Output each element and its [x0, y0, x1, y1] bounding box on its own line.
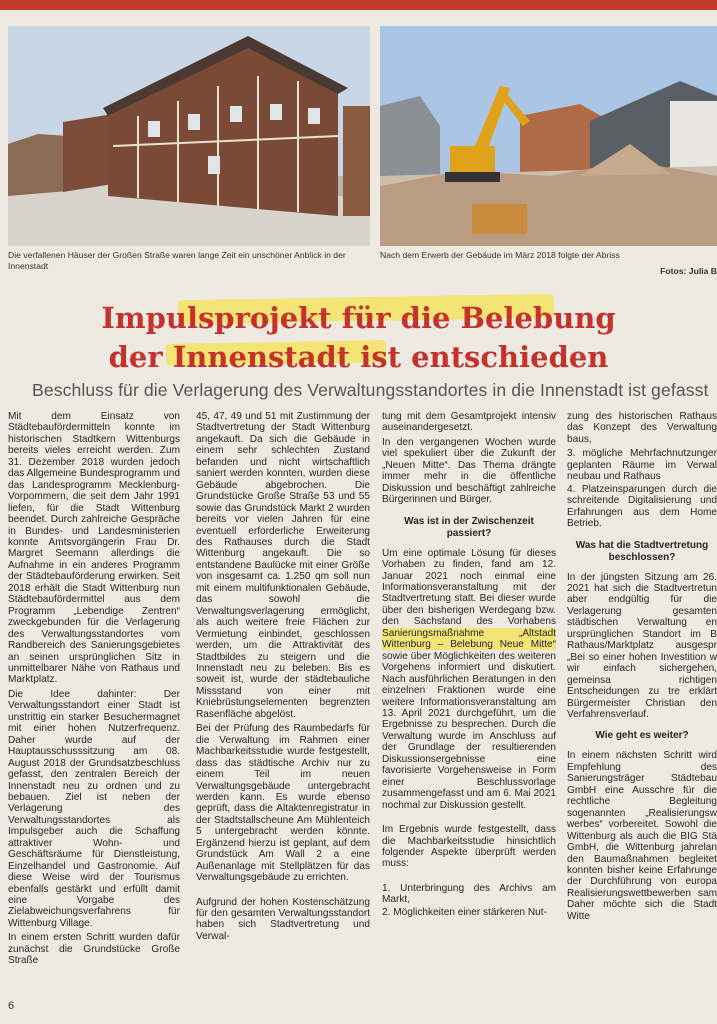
article-column-1: [8, 411, 180, 970]
paragraph: Mit dem Einsatz von Städtebaufördermitteln konnte im historischen Stadtkern Wittenburgs bereits vieles erreicht werden. Zum 31. Dezember 2018 wurden jedoch das Allgemeine Bundesprogramm und das Landesprogramm Mecklenburg-Vorpommern, die seit dem Jahr 1991 liefen, für die Stadt Wittenburg beendet. Durch zahlreiche Gespräche in Bundes- und Landesministerien konnte Amtsvorgängerin Frau Dr. Margret Seemann allerdings die Aufnahme in ein anderes Programm der Städtebauförderung erwirken. Seit 2018 erhält die Stadt Wittenburg nun Städtebaufördermittel aus dem Programm „Lebendige Zentren“ zweckgebunden für die Verlagerung des Verwaltungsstandortes vom Randbereich des Sanierungsgebietes an seinen ursprünglichen Sitz in unmittelbarer Nähe von Rathaus und Marktplatz.: [8, 411, 180, 686]
list-item: 3. mögliche Mehrfachnutzunger geplanten Räume im Verwal neubau und Rathaus: [567, 448, 717, 483]
article-column-4: [567, 411, 717, 925]
highlighted-text: Sanierungsmaßnahme „Altstadt Wittenburg – Belebung Neue Mitte“: [382, 627, 556, 651]
photo-demolition-image: [380, 26, 717, 246]
photo-demolition-caption: Nach dem Erwerb der Gebäude im März 2018 folgte der Abriss: [380, 250, 620, 260]
paragraph: Die Idee dahinter: Der Verwaltungsstandort einer Stadt ist unstrittig ein starker Besuchermagnet mit einer hohen Nutzerfrequenz. Daher wurde auf der Hauptausschusssitzung am 08. August 2018 der Grundsatzbeschluss gefasst, den zentralen Bereich der Innenstadt neu zu ordnen und zu bebauen. Ziel ist neben der Verlagerung des Verwaltungsstandortes als Impulsgeber auch die Schaffung attraktiver Wohn- und Geschäftsräume für Dienstleistung, Einzelhandel und Gastronomie. Auf diese Weise wird der Tourismus ebenfalls gestärkt und erfüllt damit eine Vorgabe des Zielabweichungsverfahrens für Wittenburg Village.: [8, 688, 180, 929]
page-header-strip: [0, 0, 717, 10]
photo-credit: Fotos: Julia B: [660, 266, 717, 276]
photo-demolition: [380, 26, 717, 246]
aspect-list: [567, 448, 717, 529]
aspect-list: [382, 883, 556, 918]
paragraph-text: Um eine optimale Lösung für dieses Vorhaben zu finden, fand am 12. Januar 2021 noch einmal eine Informationsveranstaltung mit der Stadtvertretung statt. Bei dieser wurde über den bisherigen Werdegang bzw. den Sachstand des Vorhabens: [382, 547, 556, 628]
paragraph: zung des historischen Rathaus das Konzept des Verwaltung baus,: [567, 411, 717, 445]
paragraph: [382, 548, 556, 811]
list-item: 2. Möglichkeiten einer stärkeren Nut-: [382, 906, 547, 918]
page-number: 6: [8, 1000, 15, 1012]
paragraph: In einem nächsten Schritt wird Empfehlung des Sanierungsträger Städtebau GmbH eine Ausschre für die rechtliche Begleitung sogenannten „Realisierungsw werbes“ vorbereitet. Sowohl die Wittenburg als auch die BIG Stä GmbH, die Wittenburg jahrelan den Baumaßnahmen begleitet konnten bisher keine Erfahrunge der Durchführung von europa Realisierungswettbewerben sam Daher möchte sich die Stadt Witte: [567, 750, 717, 922]
paragraph: 45, 47, 49 und 51 mit Zustimmung der Stadtvertretung der Stadt Wittenburg angekauft. Da sich die Gebäude in einem sehr schlechten Zustand befanden und nicht wirtschaftlich saniert werden konnten, wurden diese Gebäude abgebrochen. Die Grundstücke Große Straße 53 und 55 sowie das Grundstück Markt 2 wurden bereits vor vielen Jahren für eine eventuell erforderliche Erweiterung des Rathauses durch die Stadt Wittenburg angekauft. Die so entstandene Baulücke mit einer Größe von insgesamt ca. 1.250 qm soll nun mit einem multifunktionalen Gebäude, das sowohl die Verwaltungsverlagerung ermöglicht, als auch weitere freie Flächen zur Vermietung einbindet, geschlossen werden, um die Attraktivität des Stadtbildes zu steigern und die Innenstadt neu zu beleben. Bis es soweit ist, wurde der städtebauliche Missstand von einer mit Kniebrüstungselementen begrenzten Rasenfläche abgelöst.: [196, 411, 370, 720]
section-heading: Was hat die Stadtvertretung beschlossen?: [575, 539, 709, 563]
section-heading: Wie geht es weiter?: [595, 730, 689, 742]
paragraph: Aufgrund der hohen Kostenschätzung für den gesamten Verwaltungsstandort haben sich Stadtvertretung und Verwal-: [196, 896, 370, 942]
list-item: 4. Platzeinsparungen durch die schreitende Digitalisierung und Erfahrungen aus dem Home Betrieb.: [567, 483, 717, 530]
list-item: 1. Unterbringung des Archivs am Markt,: [382, 882, 556, 906]
article-subtitle: Beschluss für die Verlagerung des Verwaltungsstandortes in die Innenstadt ist gefasst: [32, 380, 709, 400]
paragraph-text: sowie über Möglichkeiten des weiteren Vorgehens informiert und diskutiert. Nach ausführlichen Beratungen in den einzelnen Fraktionen wurde eine weitere Informationsveranstaltung am 13. April 2021 durchgeführt, um die Ergebnisse zu besprechen. Durch die Verwaltung wurde im Anschluss auf der Grundlage der resultierenden Diskussionsergebnisse eine favorisierte Vorgehensweise in Form einer Beschlussvorlage zusammengefasst und am 6. Mai 2021 nochmal zur Diskussion gestellt.: [382, 650, 556, 811]
headline-line-2: der Innenstadt ist entschieden: [108, 340, 609, 374]
photo-old-houses-caption: Die verfallenen Häuser der Großen Straße waren lange Zeit ein unschöner Anblick in der Innenstadt: [8, 250, 346, 271]
paragraph: Im Ergebnis wurde festgestellt, dass die Machbarkeitsstudie hinsichtlich folgender Aspekte überprüft werden muss:: [382, 824, 556, 870]
photo-old-houses-image: [8, 26, 370, 246]
article-column-2: [196, 411, 370, 945]
paragraph: In der jüngsten Sitzung am 26. 2021 hat sich die Stadtvertretun aber endgültig für die Verlagerung gesamten städtischen Verwaltung en ursprünglichen Standort im B Rathaus/Marktplatz ausgespr „Bei so einer hohen Investition w wir einfach sichergehen, gemeinsa richtigen Entscheidungen zu tre erklärt Bürgermeister Christian den Verfahrensverlauf.: [567, 571, 717, 720]
photo-old-houses: [8, 26, 370, 246]
headline-line-1: Impulsprojekt für die Belebung: [101, 301, 616, 335]
paragraph: In den vergangenen Wochen wurde viel spekuliert über die Zukunft der „Neuen Mitte“. Das Thema drängte immer mehr in die öffentliche Diskussion und beschäftigt zahlreiche Bürgerinnen und Bürger.: [382, 436, 556, 506]
paragraph: In einem ersten Schritt wurden dafür zunächst die Grundstücke Große Straße: [8, 932, 180, 967]
paragraph: Bei der Prüfung des Raumbedarfs für die Verwaltung im Rahmen einer Machbarkeitsstudie wurde festgestellt, dass das städtische Archiv nur zu einem Teil im neuen Verwaltungsgebäude untergebracht werden kann. Es wurde ebenso geprüft, dass die Altaktenregistratur in der Stadtstallscheune Am Mühlenteich 5 untergebracht werden könnte. Ergänzend hierzu ist geplant, auf dem Grundstück Am Wall 2 a eine Außenanlage mit Stellplätzen für das Verwaltungsgebäude zu errichten.: [196, 723, 370, 884]
article-column-3: [382, 411, 556, 919]
paragraph: tung mit dem Gesamtprojekt intensiv auseinandergesetzt.: [382, 411, 556, 434]
section-heading: Was ist in der Zwischenzeit passiert?: [404, 515, 534, 539]
